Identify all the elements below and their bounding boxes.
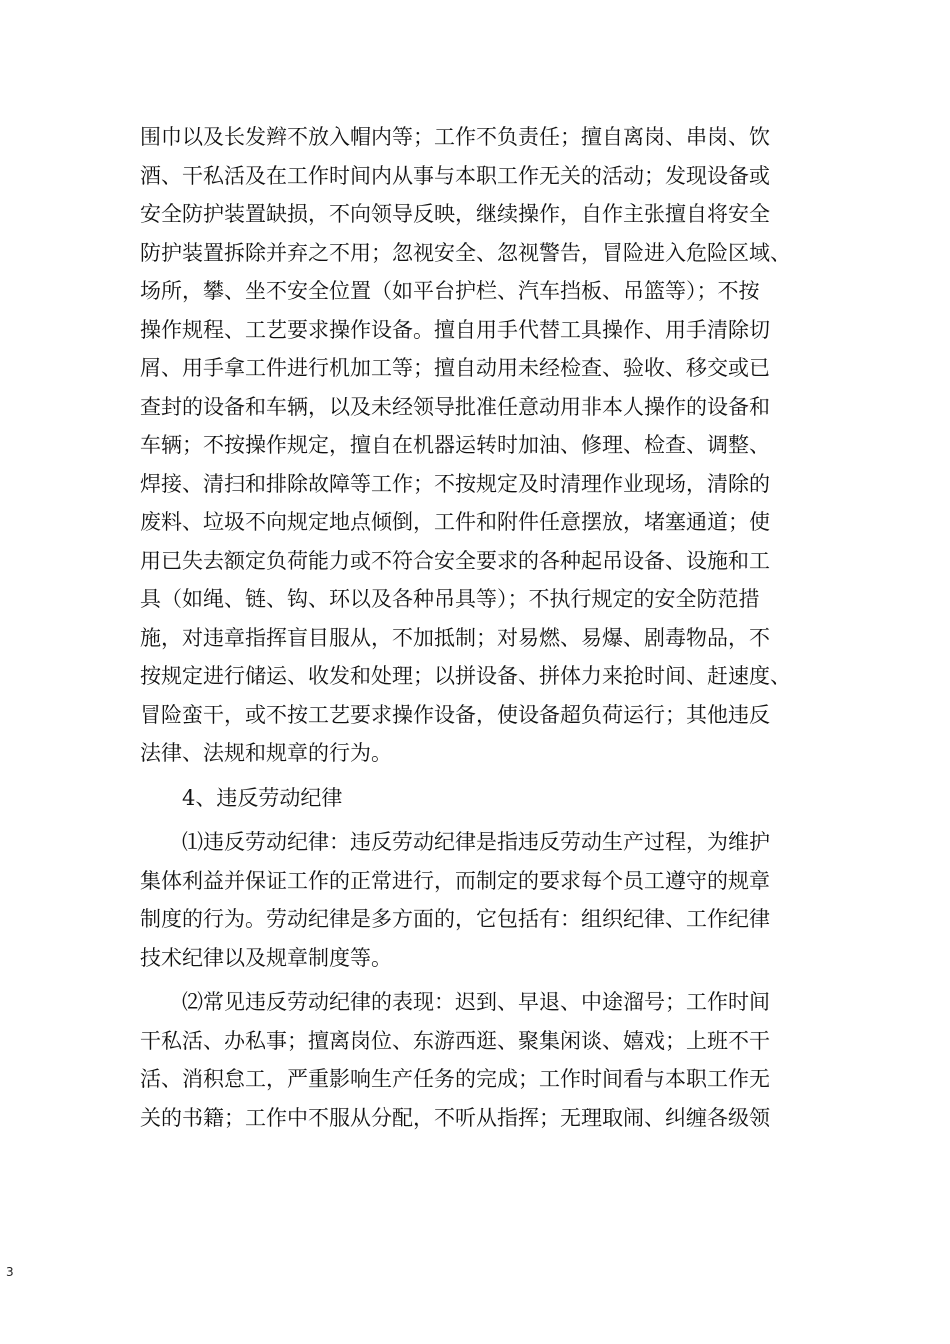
page-number: 3 bbox=[6, 1265, 14, 1279]
body-text bbox=[140, 118, 820, 1137]
paragraph-line: ⑴违反劳动纪律：违反劳动纪律是指违反劳动生产过程，为维护 bbox=[182, 830, 770, 854]
paragraph-line: 操作规程、工艺要求操作设备。擅自用手代替工具操作、用手清除切 bbox=[140, 317, 770, 342]
paragraph-line: 技术纪律以及规章制度等。 bbox=[140, 945, 392, 970]
paragraph-line: 废料、垃圾不向规定地点倾倒，工件和附件任意摆放，堵塞通道；使 bbox=[140, 510, 770, 534]
paragraph-line: 干私活、办私事；擅离岗位、东游西逛、聚集闲谈、嬉戏；上班不干 bbox=[140, 1028, 770, 1053]
paragraph-line: 用已失去额定负荷能力或不符合安全要求的各种起吊设备、设施和工 bbox=[140, 548, 770, 573]
paragraph-line: 法律、法规和规章的行为。 bbox=[140, 741, 392, 765]
paragraph-line: 查封的设备和车辆，以及未经领导批准任意动用非本人操作的设备和 bbox=[140, 394, 770, 419]
paragraph-line: 4、违反劳动纪律 bbox=[182, 785, 343, 810]
paragraph-line: 集体利益并保证工作的正常进行，而制定的要求每个员工遵守的规章 bbox=[140, 868, 770, 893]
paragraph-line: 制度的行为。劳动纪律是多方面的，它包括有：组织纪律、工作纪律 bbox=[140, 907, 770, 931]
paragraph-line: 车辆；不按操作规定，擅自在机器运转时加油、修理、检查、调整、 bbox=[140, 433, 770, 457]
paragraph-line: 按规定进行储运、收发和处理；以拼设备、拼体力来抢时间、赶速度、 bbox=[140, 664, 791, 688]
paragraph-line: 防护装置拆除并弃之不用；忽视安全、忽视警告，冒险进入危险区域、 bbox=[140, 240, 791, 265]
paragraph-line: 酒、干私活及在工作时间内从事与本职工作无关的活动；发现设备或 bbox=[140, 163, 770, 188]
paragraph-line: 冒险蛮干，或不按工艺要求操作设备，使设备超负荷运行；其他违反 bbox=[140, 702, 770, 727]
paragraph-line: 具（如绳、链、钩、环以及各种吊具等）；不执行规定的安全防范措 bbox=[140, 587, 760, 611]
paragraph-line: 安全防护装置缺损，不向领导反映，继续操作，自作主张擅自将安全 bbox=[140, 202, 770, 226]
paragraph-line: 焊接、清扫和排除故障等工作；不按规定及时清理作业现场，清除的 bbox=[140, 471, 770, 496]
paragraph-line: ⑵常见违反劳动纪律的表现：迟到、早退、中途溜号；工作时间 bbox=[182, 990, 770, 1014]
paragraph-line: 活、消积怠工，严重影响生产任务的完成；工作时间看与本职工作无 bbox=[140, 1067, 770, 1091]
paragraph-line: 围巾以及长发辫不放入帽内等；工作不负责任；擅自离岗、串岗、饮 bbox=[140, 125, 770, 149]
paragraph-line: 施，对违章指挥盲目服从，不加抵制；对易燃、易爆、剧毒物品，不 bbox=[140, 625, 770, 650]
paragraph-line: 关的书籍；工作中不服从分配，不听从指挥；无理取闹、纠缠各级领 bbox=[140, 1105, 770, 1130]
paragraph-line: 屑、用手拿工件进行机加工等；擅自动用未经检查、验收、移交或已 bbox=[140, 356, 770, 380]
paragraph-line: 场所，攀、坐不安全位置（如平台护栏、汽车挡板、吊篮等）；不按 bbox=[140, 279, 760, 303]
